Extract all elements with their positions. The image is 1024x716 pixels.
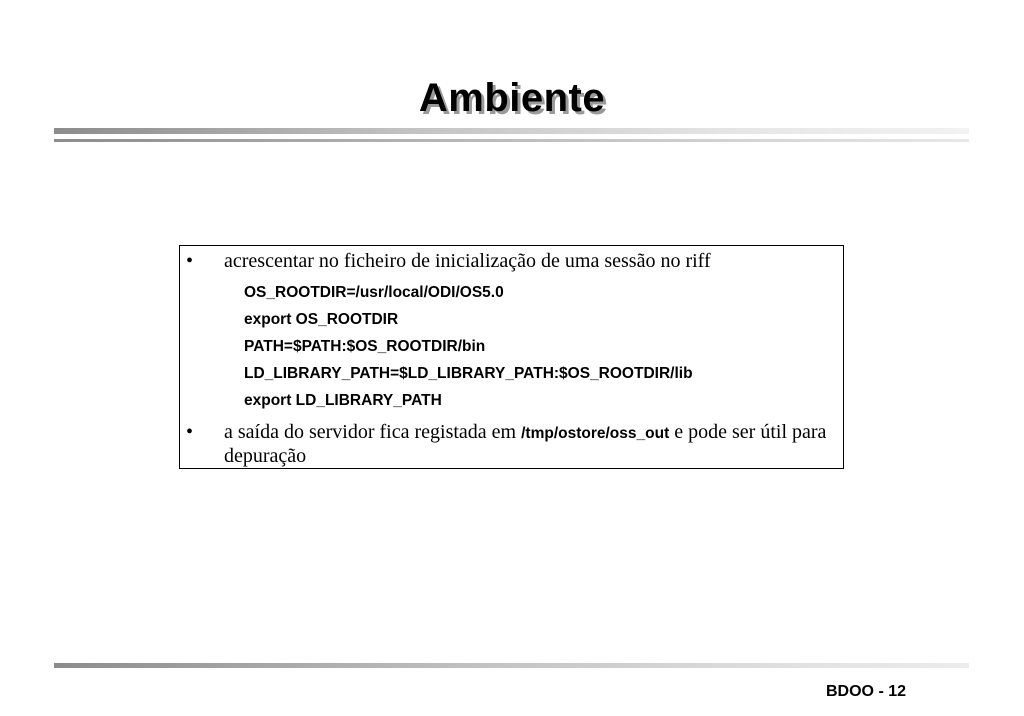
bullet-marker: • [186,421,194,443]
slide-footer: BDOO - 12 [826,683,907,700]
output-path: /tmp/ostore/oss_out [521,425,670,442]
bullet-1-text: acrescentar no ficheiro de inicialização de uma sessão no riff [224,250,711,272]
bullet-2-text-after: e pode ser útil para depuração [224,421,827,467]
content-box [179,245,844,469]
bullet-marker: • [186,250,194,272]
bullet-2-text-before: a saída do servidor fica registada em [224,421,522,443]
code-block [244,279,693,414]
code-line: LD_LIBRARY_PATH=$LD_LIBRARY_PATH:$OS_ROOTDIR/lib [244,365,693,382]
slide-title: Ambiente [418,76,606,120]
code-line: PATH=$PATH:$OS_ROOTDIR/bin [244,338,486,355]
code-line: export LD_LIBRARY_PATH [244,392,442,409]
code-line: export OS_ROOTDIR [244,311,399,328]
title-divider-thin [54,139,969,142]
bullet-2-text [224,421,842,468]
footer-divider [54,663,969,668]
title-divider-thick [54,128,969,134]
code-line: OS_ROOTDIR=/usr/local/ODI/OS5.0 [244,284,504,301]
